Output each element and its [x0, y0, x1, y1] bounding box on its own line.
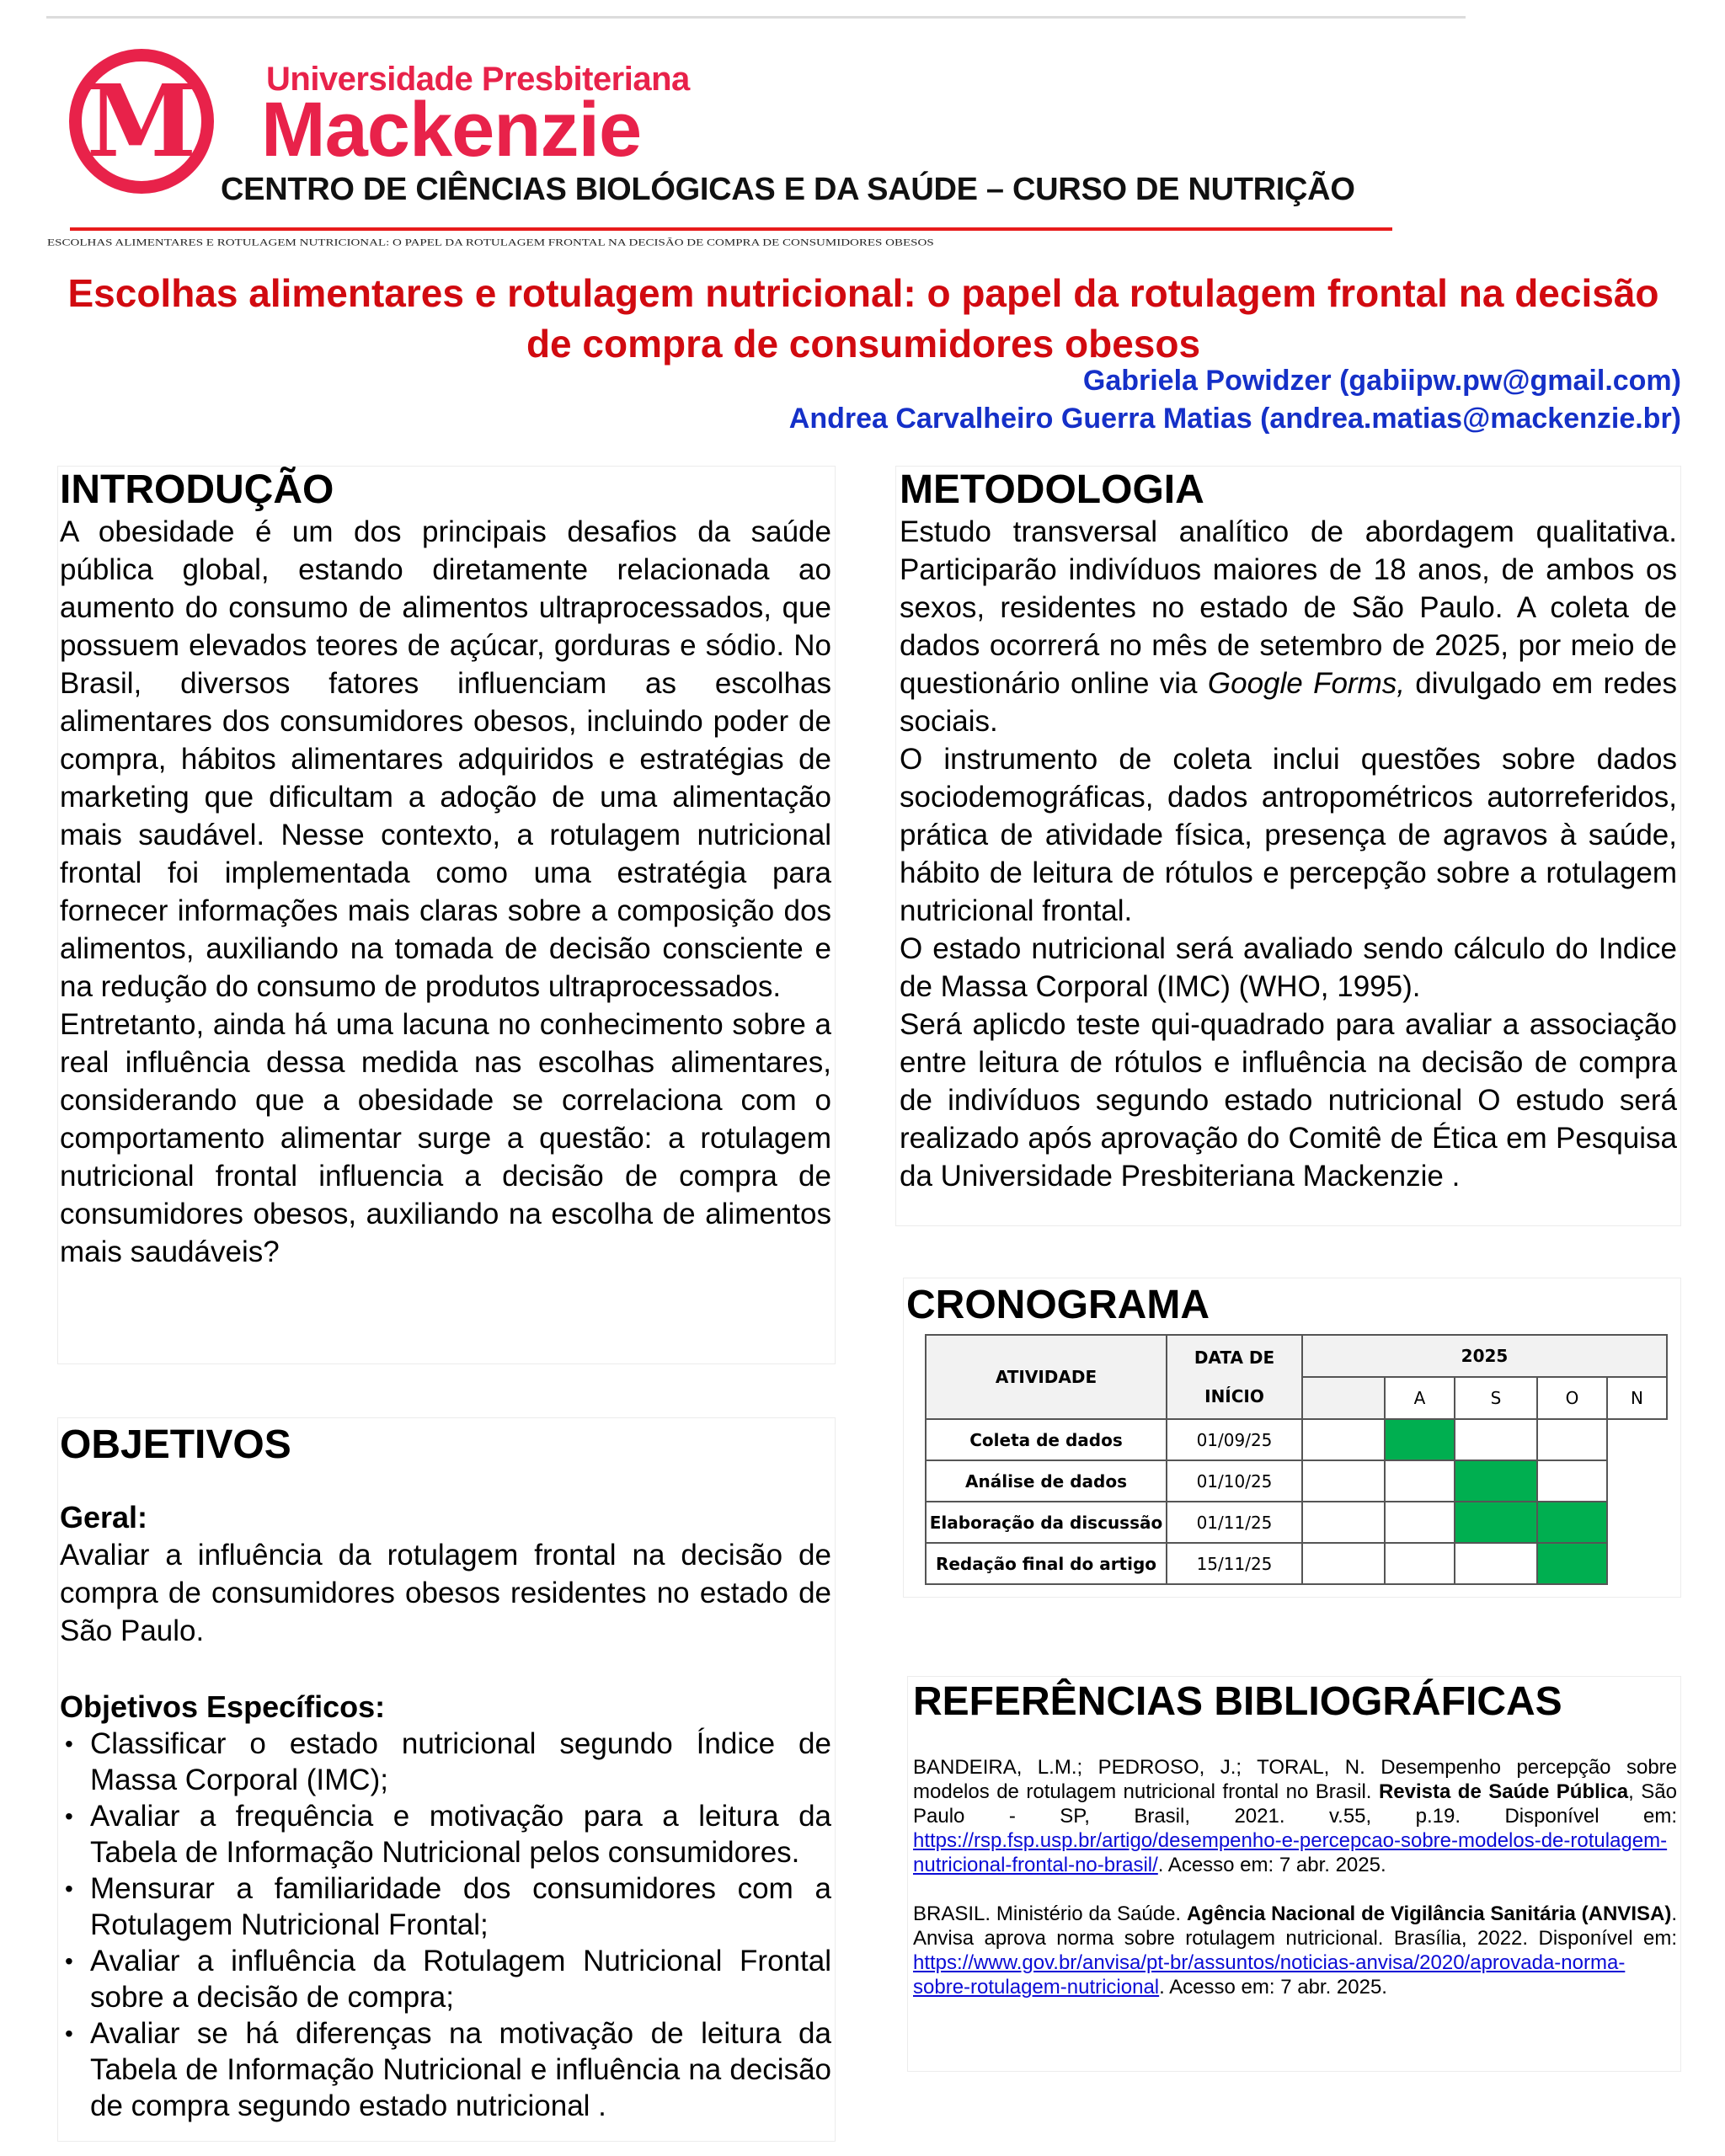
methodology-body [900, 513, 1677, 1195]
introduction-heading: INTRODUÇÃO [60, 467, 334, 512]
table-row [926, 1460, 1667, 1502]
start-date-cell: 01/09/25 [1167, 1419, 1302, 1460]
university-name: Mackenzie [261, 87, 642, 173]
mackenzie-m-logo-icon: M [86, 62, 197, 179]
general-objective-text: Avaliar a influência da rotulagem frontal na decisão de compra de consumidores obesos residentes no estado de São Paulo. [60, 1538, 831, 1647]
list-item: • Mensurar a familiaridade dos consumidores com a Rotulagem Nutricional Frontal; [60, 1870, 831, 1943]
start-date-cell: 01/10/25 [1167, 1460, 1302, 1502]
reference-text: . Anvisa aprova norma sobre rotulagem nutricional. Brasília, 2022. Disponível em: [913, 1902, 1677, 1950]
reference-journal: Revista de Saúde Pública [1378, 1780, 1629, 1803]
list-item: • Avaliar a frequência e motivação para a leitura da Tabela de Informação Nutricional pelos consumidores. [60, 1798, 831, 1870]
column-header-start-date [1167, 1335, 1302, 1419]
authors [789, 362, 1681, 438]
schedule-rows [926, 1419, 1667, 1584]
references-heading: REFERÊNCIAS BIBLIOGRÁFICAS [913, 1679, 1562, 1724]
introduction-body [60, 513, 831, 1271]
list-item: • Classificar o estado nutricional segundo Índice de Massa Corporal (IMC); [60, 1726, 831, 1798]
month-header: A [1385, 1377, 1455, 1419]
specific-objectives-label: Objetivos Específicos: [60, 1689, 386, 1724]
reference-text: BRASIL. Ministério da Saúde. [913, 1902, 1187, 1925]
gantt-cell-empty [1302, 1543, 1385, 1584]
reference-text: , São Paulo - SP, Brasil, 2021. v.55, p.19. Disponível em: [913, 1780, 1678, 1828]
methodology-paragraph: O instrumento de coleta inclui questões sobre dados sociodemográficas, dados antropométricos autorreferidos, prática de atividade física, presença de agravos à saúde, hábito de leitura de rótulos e percepção sobre a rotulagem nutricional frontal. [900, 742, 1677, 927]
spacer-column [1302, 1377, 1385, 1419]
gantt-cell-active [1385, 1419, 1455, 1460]
schedule-heading: CRONOGRAMA [906, 1283, 1210, 1327]
introduction-section [57, 466, 836, 1364]
list-item: • Avaliar se há diferenças na motivação de leitura da Tabela de Informação Nutricional e influência na decisão de compra segundo estado nutricional . [60, 2015, 831, 2124]
header-red-divider [70, 227, 1392, 231]
gantt-cell-active [1537, 1543, 1607, 1584]
start-date-header-line: INÍCIO [1204, 1386, 1264, 1406]
author-2: Andrea Carvalheiro Guerra Matias (andrea.matias@mackenzie.br) [788, 403, 1681, 435]
schedule-table [925, 1334, 1668, 1585]
gantt-cell-empty [1455, 1419, 1537, 1460]
introduction-paragraph: Entretanto, ainda há uma lacuna no conhecimento sobre a real influência dessa medida nas escolhas alimentares, considerando que a obesidade se correlaciona com o comportamento alimentar surge a questão: a rotulagem nutricional frontal influencia a decisão de compra de consumidores obesos, auxiliando na escolha de alimentos mais saudáveis? [60, 1007, 831, 1268]
schedule-section [903, 1278, 1681, 1598]
gantt-cell-active [1537, 1502, 1607, 1543]
column-header-year: 2025 [1302, 1335, 1667, 1377]
month-header: S [1455, 1377, 1537, 1419]
gantt-cell-empty [1455, 1543, 1537, 1584]
activity-cell: Elaboração da discussão [926, 1502, 1167, 1543]
table-row [926, 1502, 1667, 1543]
start-date-header-line: DATA DE [1194, 1348, 1275, 1368]
gantt-cell-empty [1302, 1419, 1385, 1460]
month-header: N [1607, 1377, 1667, 1419]
objectives-heading: OBJETIVOS [60, 1422, 291, 1467]
gantt-cell-empty [1537, 1419, 1607, 1460]
references-section [907, 1676, 1681, 2072]
methodology-heading: METODOLOGIA [900, 467, 1204, 512]
reference-item [913, 1902, 1677, 1999]
objectives-section [57, 1417, 836, 2142]
reference-link[interactable]: https://rsp.fsp.usp.br/artigo/desempenho-e-percepcao-sobre-modelos-de-rotulagem-nutricional-frontal-no-brasil/ [913, 1828, 1668, 1876]
methodology-paragraph: Será aplicdo teste qui-quadrado para avaliar a associação entre leitura de rótulos e influência na decisão de compra de indivíduos segundo estado nutricional O estudo será realizado após aprovação do Comitê de Ética em Pesquisa da Universidade Presbiteriana Mackenzie . [900, 1007, 1677, 1193]
gantt-cell-active [1455, 1502, 1537, 1543]
list-item: • Avaliar a influência da Rotulagem Nutricional Frontal sobre a decisão de compra; [60, 1943, 831, 2015]
methodology-paragraph [900, 513, 1677, 740]
gantt-cell-empty [1385, 1543, 1455, 1584]
introduction-paragraph: A obesidade é um dos principais desafios da saúde pública global, estando diretamente relacionada ao aumento do consumo de alimentos ultraprocessados, que possuem elevados teores de açúcar, gorduras e sódio. No Brasil, diversos fatores influenciam as escolhas alimentares dos consumidores obesos, incluindo poder de compra, hábitos alimentares adquiridos e estratégias de marketing que dificultam a adoção de uma alimentação mais saudável. Nesse contexto, a rotulagem nutricional frontal foi implementada como uma estratégia para fornecer informações mais claras sobre a composição dos alimentos, auxiliando na tomada de decisão consciente e na redução do consumo de produtos ultraprocessados. [60, 515, 831, 1003]
center-course: CENTRO DE CIÊNCIAS BIOLÓGICAS E DA SAÚDE – CURSO DE NUTRIÇÃO [221, 172, 1355, 207]
start-date-cell: 15/11/25 [1167, 1543, 1302, 1584]
table-row [926, 1419, 1667, 1460]
gantt-cell-empty [1385, 1460, 1455, 1502]
google-forms-text: Google Forms, [1207, 666, 1405, 700]
general-objective-label: Geral: [60, 1499, 148, 1534]
reference-link[interactable]: https://www.gov.br/anvisa/pt-br/assuntos/noticias-anvisa/2020/aprovada-norma-sobre-rotulagem-nutricional [913, 1951, 1626, 1999]
activity-cell: Redação final do artigo [926, 1543, 1167, 1584]
reference-agency: Agência Nacional de Vigilância Sanitária (ANVISA) [1186, 1902, 1672, 1925]
activity-cell: Coleta de dados [926, 1419, 1167, 1460]
gantt-cell-empty [1302, 1502, 1385, 1543]
poster-title: Escolhas alimentares e rotulagem nutricional: o papel da rotulagem frontal na decisão de compra de consumidores obesos [67, 271, 1659, 366]
methodology-section [895, 466, 1681, 1226]
gantt-cell-active [1455, 1460, 1537, 1502]
university-line: Universidade Presbiteriana [266, 61, 690, 98]
month-header: O [1537, 1377, 1607, 1419]
gantt-cell-empty [1385, 1502, 1455, 1543]
start-date-cell: 01/11/25 [1167, 1502, 1302, 1543]
reference-text: . Acesso em: 7 abr. 2025. [1159, 1975, 1387, 1999]
column-header-activity: ATIVIDADE [926, 1335, 1167, 1419]
running-header: ESCOLHAS ALIMENTARES E ROTULAGEM NUTRICIONAL: O PAPEL DA ROTULAGEM FRONTAL NA DECISÃO DE COMPRA DE CONSUMIDORES OBESOS [47, 237, 934, 248]
gantt-cell-empty [1537, 1460, 1607, 1502]
gantt-cell-empty [1302, 1460, 1385, 1502]
methodology-paragraph: O estado nutricional será avaliado sendo cálculo do Indice de Massa Corporal (IMC) (WHO, 1995). [900, 931, 1677, 1003]
specific-objectives-list [60, 1726, 831, 2124]
reference-item [913, 1755, 1677, 1877]
reference-text: . Acesso em: 7 abr. 2025. [1157, 1853, 1386, 1876]
top-divider [46, 16, 1466, 19]
author-1: Gabriela Powidzer (gabiipw.pw@gmail.com) [1082, 365, 1681, 397]
methodology-text: divulgado em redes sociais. [900, 666, 1678, 738]
table-row [926, 1543, 1667, 1584]
methodology-text: Estudo transversal analítico de abordagem qualitativa. Participarão indivíduos maiores de 18 anos, de ambos os sexos, residentes no estado de São Paulo. A coleta de dados ocorrerá no mês de setembro de 2025, por meio de questionário online via [900, 515, 1677, 700]
reference-text: BANDEIRA, L.M.; PEDROSO, J.; TORAL, N. Desempenho percepção sobre modelos de rotulagem nutricional frontal no Brasil. [913, 1755, 1677, 1803]
activity-cell: Análise de dados [926, 1460, 1167, 1502]
